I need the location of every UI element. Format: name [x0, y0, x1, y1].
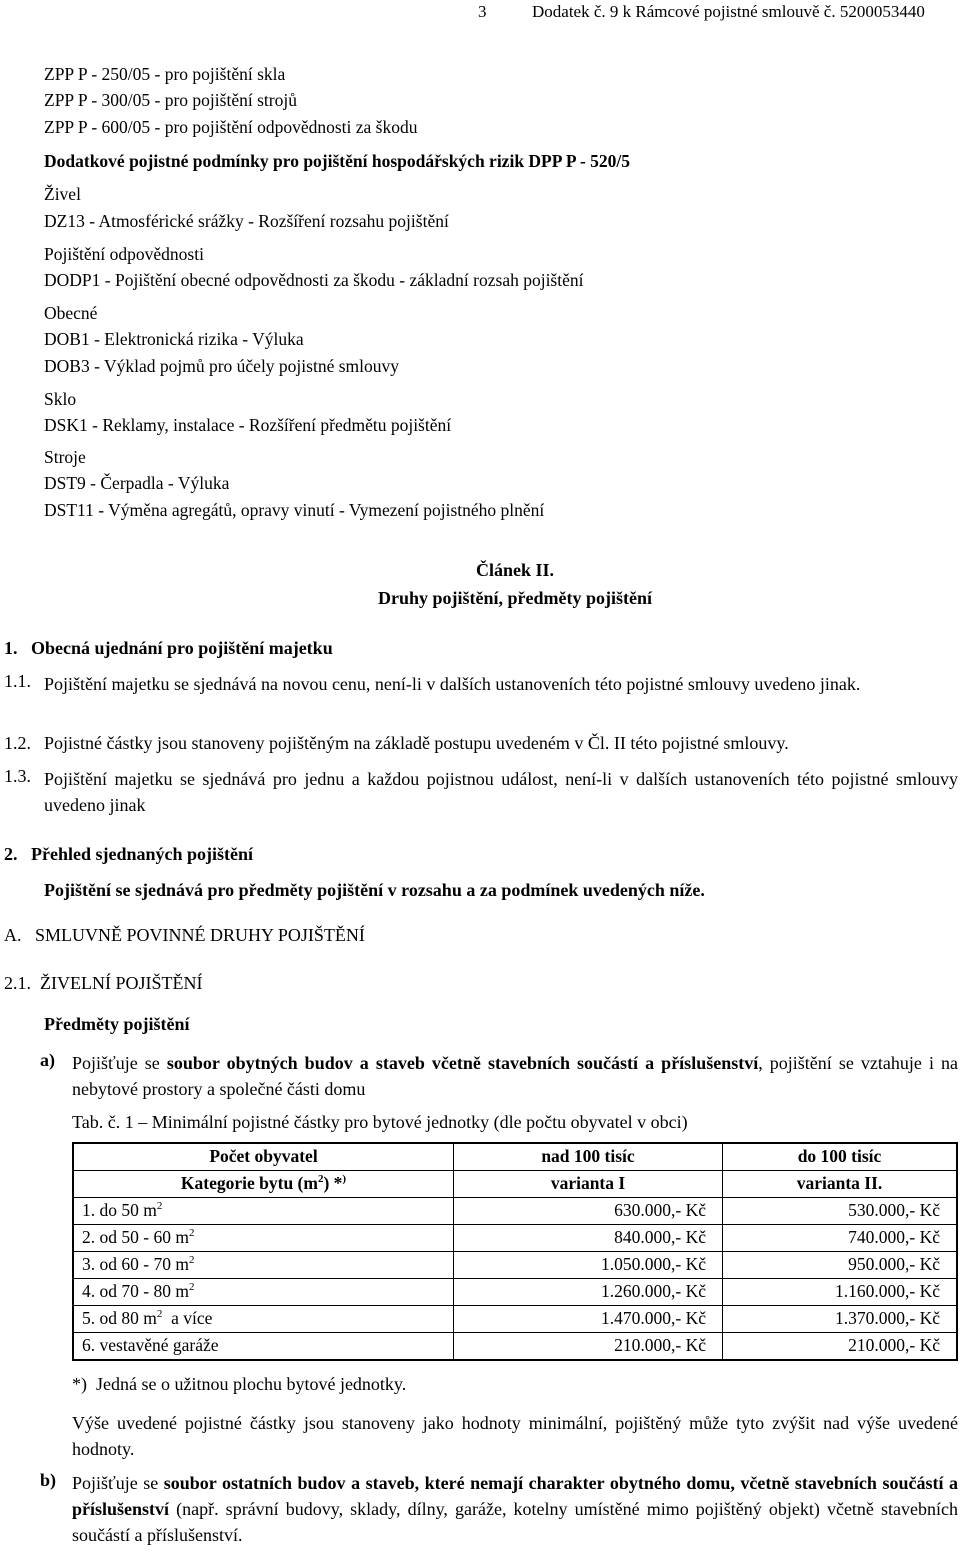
- item-b-pre: Pojišťuje se: [72, 1473, 164, 1493]
- category-sup: 2: [188, 1254, 195, 1267]
- category-heading: Obecné: [44, 303, 98, 323]
- category-sup: 2: [188, 1281, 195, 1294]
- section-intro: Pojištění se sjednává pro předměty pojištění v rozsahu a za podmínek uvedených níže.: [44, 880, 705, 900]
- value-cell: 1.370.000,- Kč: [723, 1306, 958, 1333]
- item-text: Pojištění majetku se sjednává pro jednu a každou pojistnou událost, není-li v dalších ustanoveních této pojistné smlouvy uvedeno jinak: [44, 769, 958, 815]
- condition-line: ZPP P - 300/05 - pro pojištění strojů: [44, 90, 297, 110]
- category-cell: [73, 1279, 454, 1306]
- value-cell: 210.000,- Kč: [723, 1333, 958, 1361]
- table-row: [73, 1333, 957, 1361]
- item-text: Pojistné částky jsou stanoveny pojištěným na základě postupu uvedeném v Čl. II této pojistné smlouvy.: [44, 733, 789, 753]
- table-row: [73, 1252, 957, 1279]
- table-header-row: [73, 1171, 957, 1198]
- value-cell: 530.000,- Kč: [723, 1198, 958, 1225]
- article-title: Druhy pojištění, předměty pojištění: [378, 588, 652, 608]
- category-cell: [73, 1198, 454, 1225]
- header-cell: do 100 tisíc: [723, 1143, 958, 1171]
- category-cell: [73, 1252, 454, 1279]
- table-caption: Tab. č. 1 – Minimální pojistné částky pro bytové jednotky (dle počtu obyvatel v obci): [72, 1112, 688, 1132]
- table-row: [73, 1198, 957, 1225]
- header-sup: ): [342, 1173, 347, 1186]
- value-cell: 1.470.000,- Kč: [454, 1306, 723, 1333]
- header-cell: varianta I: [454, 1171, 723, 1198]
- category-text: 1. do 50 m: [82, 1200, 157, 1221]
- category-sup: 2: [188, 1227, 195, 1240]
- category-cell: [73, 1225, 454, 1252]
- value-cell: 210.000,- Kč: [454, 1333, 723, 1361]
- table-row: [73, 1306, 957, 1333]
- table-footnote: *) Jedná se o užitnou plochu bytové jednotky.: [72, 1374, 407, 1394]
- item-a-pre: Pojišťuje se: [72, 1053, 167, 1073]
- value-cell: 630.000,- Kč: [454, 1198, 723, 1225]
- clause-line: DOB1 - Elektronická rizika - Výluka: [44, 329, 304, 349]
- header-cell: nad 100 tisíc: [454, 1143, 723, 1171]
- item-a-post: , pojištění se vztahuje i na nebytové prostory a společné části domu: [72, 1053, 959, 1099]
- category-cell: [73, 1306, 454, 1333]
- header-cell: Počet obyvatel: [73, 1143, 454, 1171]
- clause-line: DST9 - Čerpadla - Výluka: [44, 473, 230, 493]
- minimum-sum-table: [72, 1142, 958, 1361]
- clause-line: DZ13 - Atmosférické srážky - Rozšíření rozsahu pojištění: [44, 211, 449, 231]
- item-a-text: [72, 1050, 958, 1102]
- subsection-heading: A. SMLUVNĚ POVINNÉ DRUHY POJIŠTĚNÍ: [4, 925, 365, 945]
- value-cell: 840.000,- Kč: [454, 1225, 723, 1252]
- header-sup: 2: [317, 1173, 324, 1186]
- category-cell: [73, 1333, 454, 1361]
- clause-line: DSK1 - Reklamy, instalace - Rozšíření předmětu pojištění: [44, 415, 452, 435]
- category-heading: Pojištění odpovědnosti: [44, 244, 204, 264]
- item-label: a): [40, 1050, 55, 1070]
- item-b-post: (např. správní budovy, sklady, dílny, garáže, kotelny umístěné mimo pojištěný objekt) včetně stavebních součástí a příslušenství.: [72, 1499, 958, 1545]
- clause-line: DST11 - Výměna agregátů, opravy vinutí - Vymezení pojistného plnění: [44, 500, 545, 520]
- category-text: 6. vestavěné garáže: [82, 1335, 219, 1356]
- condition-line: ZPP P - 250/05 - pro pojištění skla: [44, 64, 286, 84]
- item-text: Pojištění majetku se sjednává na novou cenu, není-li v dalších ustanoveních této pojistné smlouvy uvedeno jinak.: [44, 674, 861, 694]
- category-text: 4. od 70 - 80 m: [82, 1281, 189, 1302]
- header-cell: varianta II.: [723, 1171, 958, 1198]
- category-text: 5. od 80 m: [82, 1308, 157, 1329]
- category-tail: a více: [162, 1308, 213, 1329]
- page-header: [478, 2, 925, 22]
- value-cell: 950.000,- Kč: [723, 1252, 958, 1279]
- item-number: 1.3.: [4, 766, 31, 786]
- item-a-bold: soubor obytných budov a staveb včetně stavebních součástí a příslušenství: [166, 1053, 759, 1073]
- clause-line: DODP1 - Pojištění obecné odpovědnosti za škodu - základní rozsah pojištění: [44, 270, 584, 290]
- item-number: 1.2.: [4, 733, 31, 753]
- note-paragraph: Výše uvedené pojistné částky jsou stanoveny jako hodnoty minimální, pojištěný může tyto zvýšit nad výše uvedené hodnoty.: [72, 1413, 958, 1459]
- category-sup: 2: [156, 1308, 163, 1321]
- category-heading: Živel: [44, 184, 81, 204]
- condition-line-bold: Dodatkové pojistné podmínky pro pojištění hospodářských rizik DPP P - 520/5: [44, 151, 631, 171]
- category-sup: 2: [156, 1200, 163, 1213]
- subsection-heading: 2.1. ŽIVELNÍ POJIŠTĚNÍ: [4, 973, 203, 993]
- header-text: ) *: [323, 1173, 343, 1194]
- value-cell: 740.000,- Kč: [723, 1225, 958, 1252]
- value-cell: 1.050.000,- Kč: [454, 1252, 723, 1279]
- table-row: [73, 1225, 957, 1252]
- item-label: b): [40, 1470, 57, 1490]
- section-heading: 2. Přehled sjednaných pojištění: [4, 844, 254, 864]
- subjects-heading: Předměty pojištění: [44, 1014, 190, 1034]
- value-cell: 1.260.000,- Kč: [454, 1279, 723, 1306]
- item-number: 1.1.: [4, 671, 31, 691]
- clause-line: DOB3 - Výklad pojmů pro účely pojistné smlouvy: [44, 356, 399, 376]
- header-cell: [73, 1171, 454, 1198]
- item-b-bold: soubor ostatních budov a staveb, které nemají charakter obytného domu, včetně stavebních součástí a příslušenství: [72, 1473, 959, 1519]
- item-b-text: [72, 1470, 958, 1548]
- table-row: [73, 1279, 957, 1306]
- section-heading: 1. Obecná ujednání pro pojištění majetku: [4, 638, 333, 658]
- category-text: 3. od 60 - 70 m: [82, 1254, 189, 1275]
- category-heading: Stroje: [44, 447, 86, 467]
- header-text: Kategorie bytu (m: [180, 1173, 318, 1194]
- category-text: 2. od 50 - 60 m: [82, 1227, 189, 1248]
- article-number: Článek II.: [475, 560, 555, 580]
- category-heading: Sklo: [44, 389, 77, 409]
- value-cell: 1.160.000,- Kč: [723, 1279, 958, 1306]
- condition-line: ZPP P - 600/05 - pro pojištění odpovědnosti za škodu: [44, 117, 418, 137]
- header-title: Dodatek č. 9 k Rámcové pojistné smlouvě č. 5200053440: [532, 2, 925, 21]
- page-number: 3: [478, 2, 487, 21]
- table-header-row: [73, 1143, 957, 1171]
